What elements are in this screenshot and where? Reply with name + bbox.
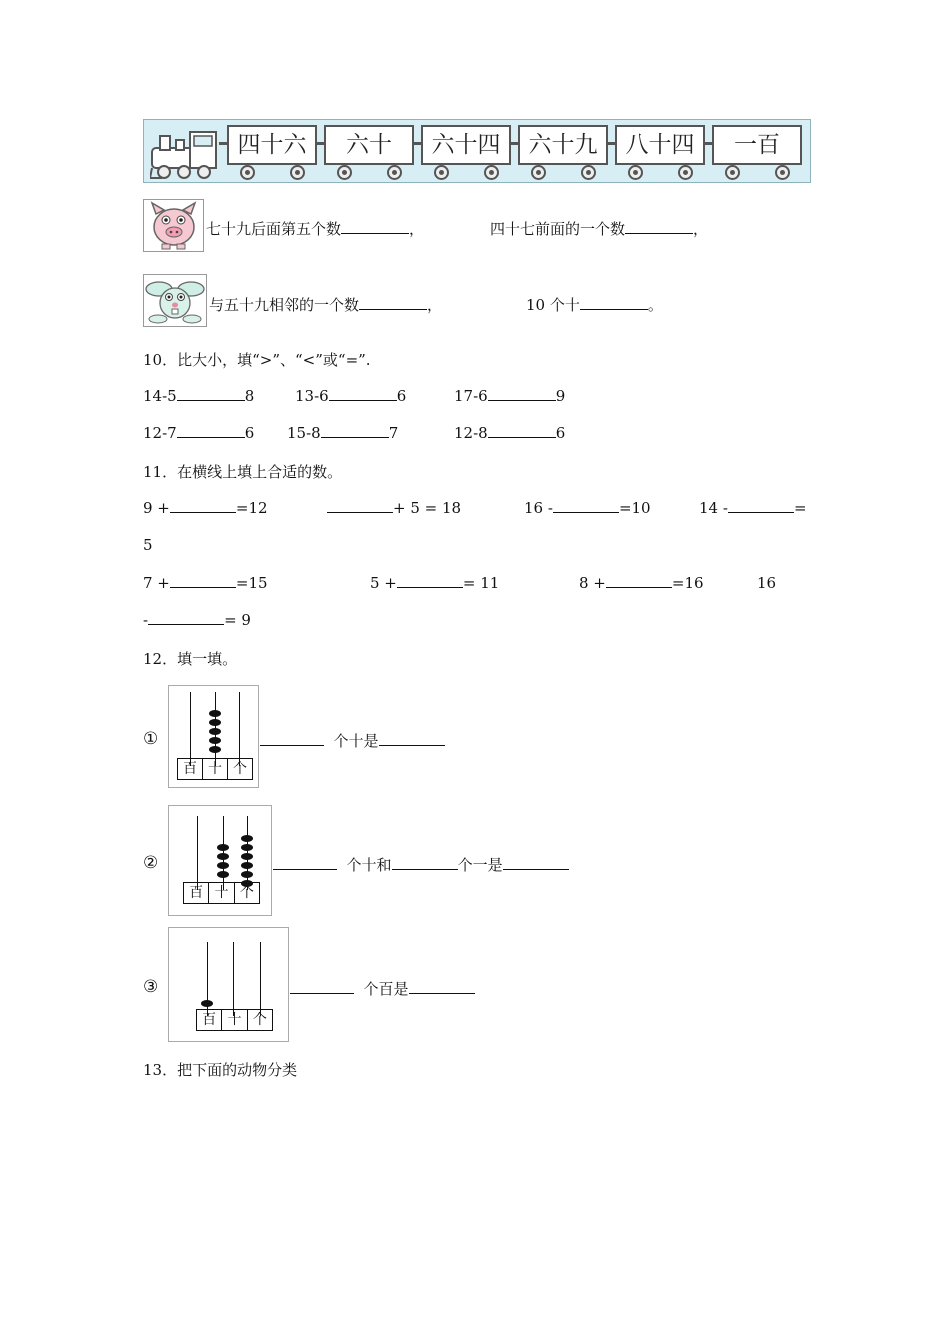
wheel-icon	[337, 165, 352, 180]
equation-blank[interactable]	[397, 586, 463, 588]
item-marker-2: ②	[143, 853, 159, 873]
abacus-bead	[209, 719, 221, 726]
train-car-1: 四十六	[227, 125, 317, 165]
q10-compare-5: 15-8 7	[287, 424, 399, 442]
abacus-bead	[209, 728, 221, 735]
question-79-plus-5: 七十九后面第五个数 ，	[206, 220, 425, 238]
equation-blank[interactable]	[327, 511, 393, 513]
equation-blank[interactable]	[606, 586, 672, 588]
equation-blank[interactable]	[170, 511, 236, 513]
answer-blank[interactable]	[625, 232, 693, 234]
answer-blank[interactable]	[273, 868, 337, 870]
wheel-icon	[434, 165, 449, 180]
wheel-icon	[775, 165, 790, 180]
q13-title: 13．把下面的动物分类	[143, 1061, 298, 1079]
q11-equation-7: 8 + =16	[579, 574, 704, 592]
compare-blank[interactable]	[177, 436, 245, 438]
abacus-bead	[241, 871, 253, 878]
wheel-icon	[290, 165, 305, 180]
compare-blank[interactable]	[321, 436, 389, 438]
q11-equation-2: + 5 = 18	[327, 499, 461, 517]
abacus-bead	[241, 862, 253, 869]
abacus-3-question: 个百是	[290, 978, 475, 999]
q11-equation-4-wrap: 5	[143, 536, 153, 554]
answer-blank[interactable]	[260, 744, 324, 746]
answer-blank[interactable]	[341, 232, 409, 234]
answer-blank[interactable]	[290, 992, 354, 994]
abacus-bead	[241, 853, 253, 860]
abacus-2-question: 个十和 个一是	[273, 854, 569, 875]
answer-blank[interactable]	[503, 868, 569, 870]
compare-blank[interactable]	[177, 399, 245, 401]
abacus-bead	[217, 853, 229, 860]
abacus-bead	[209, 737, 221, 744]
compare-blank[interactable]	[488, 436, 556, 438]
q11-equation-5: 7 + =15	[143, 574, 268, 592]
question-10-tens: 10 个十 。	[526, 296, 663, 314]
q11-equation-8: 16	[757, 574, 777, 592]
answer-blank[interactable]	[359, 308, 427, 310]
q11-equation-8-wrap: - = 9	[143, 611, 251, 629]
q11-equation-1: 9 + =12	[143, 499, 268, 517]
wheel-icon	[628, 165, 643, 180]
answer-blank[interactable]	[409, 992, 475, 994]
number-train-illustration	[143, 119, 811, 183]
question-adjacent-59: 与五十九相邻的一个数 ，	[209, 296, 443, 314]
abacus-bead	[241, 844, 253, 851]
q11-equation-6: 5 + = 11	[370, 574, 500, 592]
answer-blank[interactable]	[392, 868, 458, 870]
question-before-47: 四十七前面的一个数 ，	[490, 220, 709, 238]
q10-compare-4: 12-7 6	[143, 424, 255, 442]
q10-compare-1: 14-5 8	[143, 387, 255, 405]
wheel-icon	[531, 165, 546, 180]
train-car-6: 一百	[712, 125, 802, 165]
equation-blank[interactable]	[148, 623, 224, 625]
train-car-4: 六十九	[518, 125, 608, 165]
q10-compare-2: 13-6 6	[295, 387, 407, 405]
q11-equation-3: 16 - =10	[524, 499, 651, 517]
abacus-1	[168, 685, 259, 788]
wheel-icon	[678, 165, 693, 180]
equation-blank[interactable]	[170, 586, 236, 588]
abacus-bead	[217, 862, 229, 869]
abacus-bead	[241, 835, 253, 842]
abacus-bead	[217, 871, 229, 878]
abacus-bead	[209, 710, 221, 717]
rabbit-icon	[143, 274, 207, 327]
q11-equation-4: 14 - =	[699, 499, 807, 517]
q11-title: 11．在横线上填上合适的数。	[143, 463, 343, 481]
compare-blank[interactable]	[329, 399, 397, 401]
compare-blank[interactable]	[488, 399, 556, 401]
abacus-place-labels: 百 十 个	[196, 1009, 273, 1031]
abacus-bead	[201, 1000, 213, 1007]
train-car-3: 六十四	[421, 125, 511, 165]
item-marker-1: ①	[143, 729, 159, 749]
wheel-icon	[484, 165, 499, 180]
wheel-icon	[725, 165, 740, 180]
q10-title: 10．比大小，填“>”、“<”或“=”.	[143, 351, 371, 369]
abacus-place-labels: 百 十 个	[183, 882, 260, 904]
train-car-2: 六十	[324, 125, 414, 165]
locomotive-icon	[150, 128, 222, 180]
answer-blank[interactable]	[580, 308, 648, 310]
abacus-3	[168, 927, 289, 1042]
equation-blank[interactable]	[728, 511, 794, 513]
equation-blank[interactable]	[553, 511, 619, 513]
abacus-1-question: 个十是	[260, 730, 445, 751]
item-marker-3: ③	[143, 977, 159, 997]
train-car-5: 八十四	[615, 125, 705, 165]
wheel-icon	[240, 165, 255, 180]
q10-compare-6: 12-8 6	[454, 424, 566, 442]
wheel-icon	[581, 165, 596, 180]
q10-compare-3: 17-6 9	[454, 387, 566, 405]
abacus-bead	[217, 844, 229, 851]
q12-title: 12．填一填。	[143, 650, 238, 668]
abacus-bead	[209, 746, 221, 753]
wheel-icon	[387, 165, 402, 180]
abacus-place-labels: 百 十 个	[177, 758, 253, 780]
abacus-2	[168, 805, 272, 916]
answer-blank[interactable]	[379, 744, 445, 746]
pig-icon	[143, 199, 204, 252]
